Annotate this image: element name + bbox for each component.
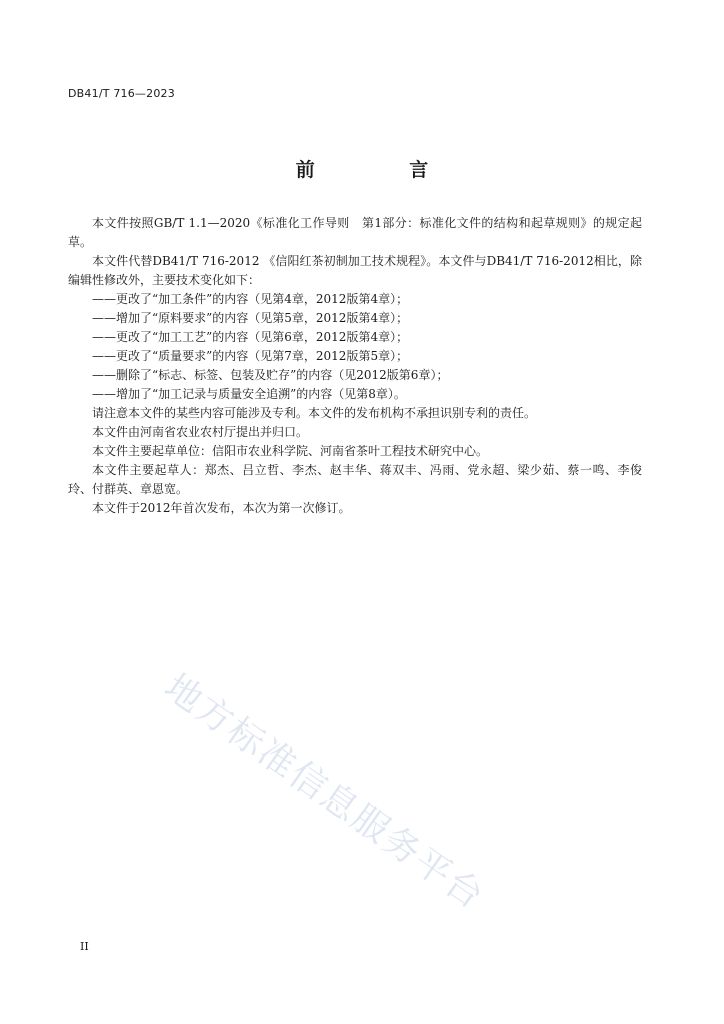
paragraph-proposer: 本文件由河南省农业农村厅提出并归口。 — [92, 425, 309, 439]
paragraph-drafting-units: 本文件主要起草单位：信阳市农业科学院、河南省茶叶工程技术研究中心。 — [92, 444, 489, 458]
platform-watermark: 地方标准信息服务平台 — [156, 666, 492, 919]
document-code: DB41/T 716—2023 — [68, 87, 175, 100]
foreword-body — [68, 214, 642, 518]
paragraph-replacement: 本文件代替DB41/T 716-2012 《信阳红茶初制加工技术规程》。本文件与DB41/T 716-2012相比，除编辑性修改外，主要技术变化如下： — [68, 254, 642, 287]
page-title: 前 言 — [295, 159, 473, 181]
paragraph-revision-history: 本文件于2012年首次发布，本次为第一次修订。 — [92, 501, 351, 515]
change-item-raw-material: ——增加了“原料要求”的内容（见第5章，2012版第4章）； — [92, 311, 409, 325]
page-number: II — [80, 940, 89, 953]
change-item-traceability: ——增加了“加工记录与质量安全追溯”的内容（见第8章）。 — [92, 387, 406, 401]
change-item-marking-packaging: ——删除了“标志、标签、包装及贮存”的内容（见2012版第6章）； — [92, 368, 449, 382]
paragraph-drafters: 本文件主要起草人：郑杰、吕立哲、李杰、赵丰华、蒋双丰、冯雨、党永超、梁少茹、蔡一鸣、李俊玲、付群英、章恩宽。 — [68, 463, 642, 496]
change-item-processing-conditions: ——更改了“加工条件”的内容（见第4章，2012版第4章）； — [92, 292, 409, 306]
paragraph-patent-notice: 请注意本文件的某些内容可能涉及专利。本文件的发布机构不承担识别专利的责任。 — [92, 406, 537, 420]
change-item-processing-technique: ——更改了“加工工艺”的内容（见第6章，2012版第4章）； — [92, 330, 409, 344]
change-item-quality-requirements: ——更改了“质量要求”的内容（见第7章，2012版第5章）； — [92, 349, 409, 363]
paragraph-drafting-basis: 本文件按照GB/T 1.1—2020《标准化工作导则 第1部分：标准化文件的结构和起草规则》的规定起草。 — [68, 216, 642, 249]
